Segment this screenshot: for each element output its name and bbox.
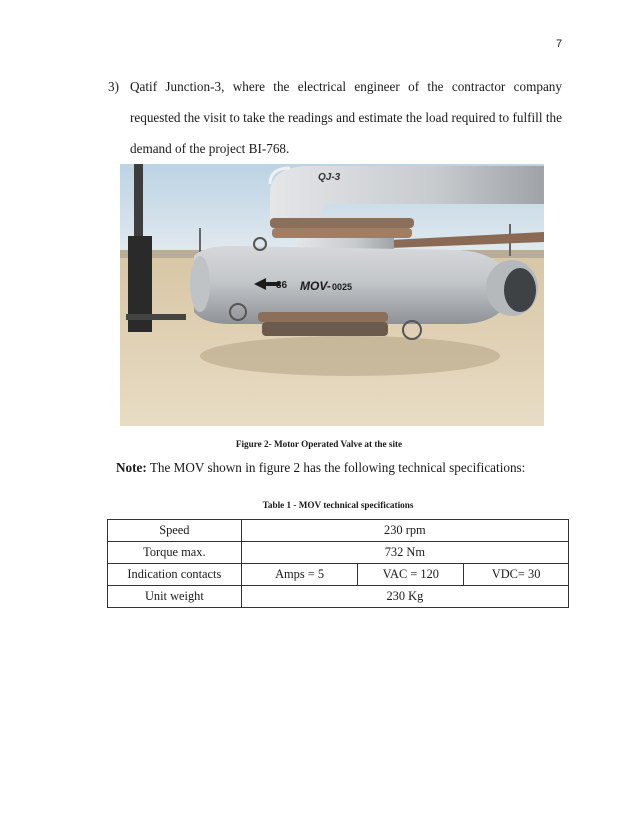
- note-label: Note:: [116, 460, 147, 475]
- list-item-text: Qatif Junction-3, where the electrical engineer of the contractor company requested the visit to take the readings and estimate the load required to fulfill the demand of the project BI-768.: [130, 79, 562, 156]
- table-row: [108, 586, 569, 608]
- weight-value: 230 Kg: [241, 586, 568, 608]
- valve-photo: [120, 164, 544, 426]
- speed-value: 230 rpm: [241, 520, 568, 542]
- contacts-label: Indication contacts: [108, 564, 242, 586]
- page-number: 7: [556, 38, 563, 50]
- vac-value: VAC = 120: [358, 564, 464, 586]
- amps-value: Amps = 5: [241, 564, 358, 586]
- arrow-number: 36: [276, 280, 288, 291]
- table-row: [108, 520, 569, 542]
- table-caption: Table 1 - MOV technical specifications: [262, 500, 414, 510]
- valve-label: MOV-: [300, 279, 331, 293]
- pipe-label: QJ-3: [318, 172, 341, 183]
- figure-caption: Figure 2- Motor Operated Valve at the site: [235, 439, 403, 449]
- valve-number: 0025: [332, 282, 353, 292]
- speed-label: Speed: [108, 520, 242, 542]
- weight-label: Unit weight: [108, 586, 242, 608]
- torque-value: 732 Nm: [241, 542, 568, 564]
- list-item: [108, 71, 562, 164]
- torque-label: Torque max.: [108, 542, 242, 564]
- vdc-value: VDC= 30: [464, 564, 569, 586]
- spec-table: [107, 519, 569, 608]
- table-row: [108, 564, 569, 586]
- table-row: [108, 542, 569, 564]
- list-marker: 3): [108, 79, 119, 94]
- note-text: The MOV shown in figure 2 has the following technical specifications:: [146, 460, 526, 475]
- note-paragraph: [116, 460, 525, 476]
